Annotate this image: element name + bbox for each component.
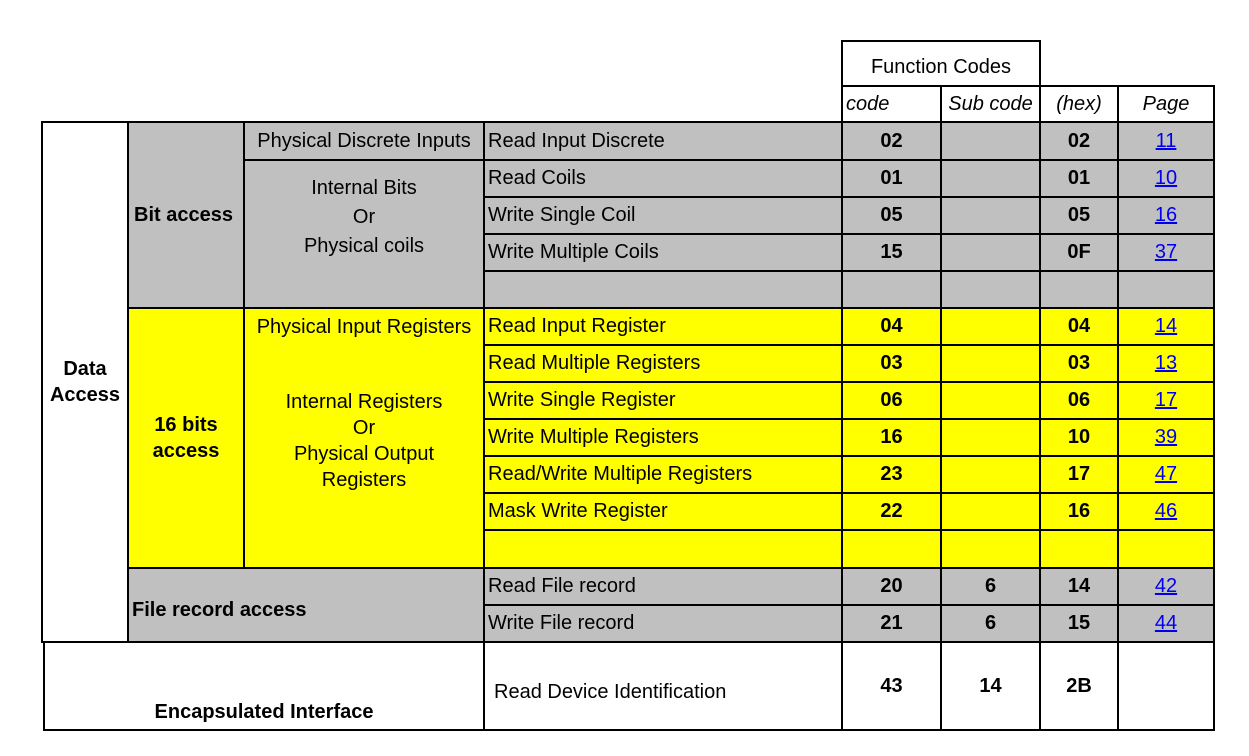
hex-value: 17 xyxy=(1067,463,1091,485)
row-12-page-cell xyxy=(1117,567,1215,606)
hex-value: 16 xyxy=(1067,500,1091,522)
16-bits-access-line-2: access xyxy=(152,440,220,462)
sub-value: 14 xyxy=(979,674,1002,697)
row-8-function-cell xyxy=(483,418,843,457)
row-6-code-cell xyxy=(841,344,942,383)
sub-value: 6 xyxy=(984,575,997,597)
row-7-function-cell xyxy=(483,381,843,420)
row-4-hex-cell xyxy=(1039,270,1119,309)
row-1-code-cell xyxy=(841,159,942,198)
code-value: 22 xyxy=(880,500,903,522)
row-11-hex-cell xyxy=(1039,529,1119,569)
row-1-page-cell xyxy=(1117,159,1215,198)
row-10-hex-cell xyxy=(1039,492,1119,531)
sub-code-column-header xyxy=(940,85,1041,123)
row-13-code-cell xyxy=(841,604,942,643)
row-4-page-cell xyxy=(1117,270,1215,309)
sub-code-header-label: Sub code xyxy=(948,92,1033,115)
function-value: Read/Write Multiple Registers xyxy=(488,463,753,485)
page-column-header xyxy=(1117,85,1215,123)
row-10-code-cell xyxy=(841,492,942,531)
internal-registers-line-3: Physical Output xyxy=(293,443,435,465)
hex-value: 2B xyxy=(1066,674,1092,697)
row-3-function-cell xyxy=(483,233,843,272)
page-link[interactable]: 46 xyxy=(1154,500,1178,522)
page-header-label: Page xyxy=(1142,92,1190,115)
row-0-page-cell xyxy=(1117,121,1215,161)
row-14-code-cell xyxy=(841,641,942,731)
function-value: Read Multiple Registers xyxy=(488,352,701,374)
page-link[interactable]: 10 xyxy=(1154,167,1178,189)
internal-bits-group xyxy=(243,159,485,309)
code-value: 15 xyxy=(880,241,903,263)
row-14-hex-cell xyxy=(1039,641,1119,731)
row-1-hex-cell xyxy=(1039,159,1119,198)
row-12-hex-cell xyxy=(1039,567,1119,606)
row-8-code-cell xyxy=(841,418,942,457)
physical-discrete-inputs-label: Physical Discrete Inputs xyxy=(257,129,471,152)
page-link[interactable]: 47 xyxy=(1154,463,1178,485)
physical-input-registers xyxy=(243,307,485,347)
code-value: 04 xyxy=(880,315,903,337)
internal-registers-group xyxy=(243,345,485,569)
row-7-sub-cell xyxy=(940,381,1041,420)
code-value: 06 xyxy=(880,389,903,411)
data-access-line-2: Access xyxy=(49,384,121,406)
row-9-hex-cell xyxy=(1039,455,1119,494)
file-record-access-group xyxy=(127,567,485,643)
page-link[interactable]: 37 xyxy=(1154,241,1178,263)
row-8-page-cell xyxy=(1117,418,1215,457)
16-bits-access-group xyxy=(127,307,245,569)
row-2-sub-cell xyxy=(940,196,1041,235)
row-11-sub-cell xyxy=(940,529,1041,569)
code-value: 43 xyxy=(880,674,903,697)
hex-value: 01 xyxy=(1067,167,1091,189)
file-record-access-label: File record access xyxy=(132,598,307,621)
data-access-group xyxy=(41,121,129,643)
16-bits-access-line-1: 16 bits xyxy=(154,414,218,436)
row-6-hex-cell xyxy=(1039,344,1119,383)
internal-bits-line-1: Internal Bits xyxy=(311,176,417,199)
row-0-hex-cell xyxy=(1039,121,1119,161)
hex-value: 04 xyxy=(1067,315,1091,337)
row-2-page-cell xyxy=(1117,196,1215,235)
function-value: Mask Write Register xyxy=(488,500,668,522)
encapsulated-interface-group xyxy=(43,641,485,731)
code-value: 05 xyxy=(880,204,903,226)
page-link[interactable]: 44 xyxy=(1154,612,1178,634)
function-value: Write Single Coil xyxy=(488,204,636,226)
row-12-function-cell xyxy=(483,567,843,606)
row-2-hex-cell xyxy=(1039,196,1119,235)
physical-input-registers-label: Physical Input Registers xyxy=(256,315,472,338)
row-5-code-cell xyxy=(841,307,942,346)
row-0-function-cell xyxy=(483,121,843,161)
row-2-code-cell xyxy=(841,196,942,235)
row-9-sub-cell xyxy=(940,455,1041,494)
code-value: 03 xyxy=(880,352,903,374)
row-14-page-cell xyxy=(1117,641,1215,731)
code-value: 23 xyxy=(880,463,903,485)
internal-bits-line-3: Physical coils xyxy=(303,234,425,257)
row-4-sub-cell xyxy=(940,270,1041,309)
page-link[interactable]: 17 xyxy=(1154,389,1178,411)
function-value: Write File record xyxy=(488,612,635,634)
row-9-page-cell xyxy=(1117,455,1215,494)
page-link[interactable]: 11 xyxy=(1155,129,1177,152)
data-access-line-1: Data xyxy=(63,358,107,380)
row-13-sub-cell xyxy=(940,604,1041,643)
row-5-function-cell xyxy=(483,307,843,346)
page-link[interactable]: 14 xyxy=(1154,315,1178,337)
sub-value: 6 xyxy=(984,612,997,634)
row-10-page-cell xyxy=(1117,492,1215,531)
row-6-sub-cell xyxy=(940,344,1041,383)
hex-value: 0F xyxy=(1067,241,1091,263)
row-0-code-cell xyxy=(841,121,942,161)
function-value: Write Multiple Registers xyxy=(488,426,699,448)
function-value: Read Input Discrete xyxy=(488,129,665,152)
row-4-function-cell xyxy=(483,270,843,309)
code-value: 01 xyxy=(880,167,903,189)
internal-registers-line-2: Or xyxy=(352,417,376,439)
page-link[interactable]: 13 xyxy=(1154,352,1178,374)
spacer xyxy=(127,307,129,317)
code-value: 02 xyxy=(880,129,903,152)
row-14-sub-cell xyxy=(940,641,1041,731)
row-14-function-cell xyxy=(483,641,843,731)
internal-registers-line-1: Internal Registers xyxy=(285,391,443,413)
hex-value: 03 xyxy=(1067,352,1091,374)
function-codes-label: Function Codes xyxy=(870,56,1012,78)
function-codes-header xyxy=(841,40,1041,87)
row-1-function-cell xyxy=(483,159,843,198)
row-12-sub-cell xyxy=(940,567,1041,606)
row-13-page-cell xyxy=(1117,604,1215,643)
bit-access-group xyxy=(127,121,245,309)
row-6-page-cell xyxy=(1117,344,1215,383)
page-link[interactable]: 16 xyxy=(1154,204,1178,226)
row-9-code-cell xyxy=(841,455,942,494)
row-8-sub-cell xyxy=(940,418,1041,457)
row-4-code-cell xyxy=(841,270,942,309)
row-1-sub-cell xyxy=(940,159,1041,198)
row-11-code-cell xyxy=(841,529,942,569)
page-link[interactable]: 42 xyxy=(1154,575,1178,597)
row-6-function-cell xyxy=(483,344,843,383)
function-value: Read Device Identification xyxy=(494,681,727,703)
row-12-code-cell xyxy=(841,567,942,606)
row-8-hex-cell xyxy=(1039,418,1119,457)
row-7-code-cell xyxy=(841,381,942,420)
bit-access-label: Bit access xyxy=(134,203,233,226)
code-header-label: code xyxy=(846,92,890,115)
row-9-function-cell xyxy=(483,455,843,494)
hex-value: 02 xyxy=(1067,129,1091,152)
row-3-page-cell xyxy=(1117,233,1215,272)
physical-discrete-inputs xyxy=(243,121,485,161)
hex-column-header xyxy=(1039,85,1119,123)
row-10-sub-cell xyxy=(940,492,1041,531)
hex-value: 10 xyxy=(1067,426,1091,448)
row-11-function-cell xyxy=(483,529,843,569)
encapsulated-interface-label: Encapsulated Interface xyxy=(154,701,374,723)
code-value: 21 xyxy=(880,612,903,634)
code-value: 16 xyxy=(880,426,903,448)
function-value: Read File record xyxy=(488,575,636,597)
hex-value: 14 xyxy=(1067,575,1091,597)
code-value: 20 xyxy=(880,575,903,597)
row-3-sub-cell xyxy=(940,233,1041,272)
row-7-page-cell xyxy=(1117,381,1215,420)
row-3-hex-cell xyxy=(1039,233,1119,272)
row-13-hex-cell xyxy=(1039,604,1119,643)
row-5-sub-cell xyxy=(940,307,1041,346)
function-value: Write Multiple Coils xyxy=(488,241,659,263)
internal-bits-line-2: Or xyxy=(352,205,376,228)
function-value: Read Input Register xyxy=(488,315,666,337)
row-5-hex-cell xyxy=(1039,307,1119,346)
row-10-function-cell xyxy=(483,492,843,531)
row-7-hex-cell xyxy=(1039,381,1119,420)
hex-value: 05 xyxy=(1067,204,1091,226)
hex-header-label: (hex) xyxy=(1056,92,1102,115)
page-link[interactable]: 39 xyxy=(1154,426,1178,448)
internal-registers-line-4: Registers xyxy=(321,469,407,491)
row-11-page-cell xyxy=(1117,529,1215,569)
function-value: Write Single Register xyxy=(488,389,676,411)
row-5-page-cell xyxy=(1117,307,1215,346)
row-3-code-cell xyxy=(841,233,942,272)
function-value: Read Coils xyxy=(488,167,586,189)
row-0-sub-cell xyxy=(940,121,1041,161)
hex-value: 06 xyxy=(1067,389,1091,411)
row-13-function-cell xyxy=(483,604,843,643)
code-column-header xyxy=(841,85,942,123)
row-2-function-cell xyxy=(483,196,843,235)
hex-value: 15 xyxy=(1067,612,1091,634)
